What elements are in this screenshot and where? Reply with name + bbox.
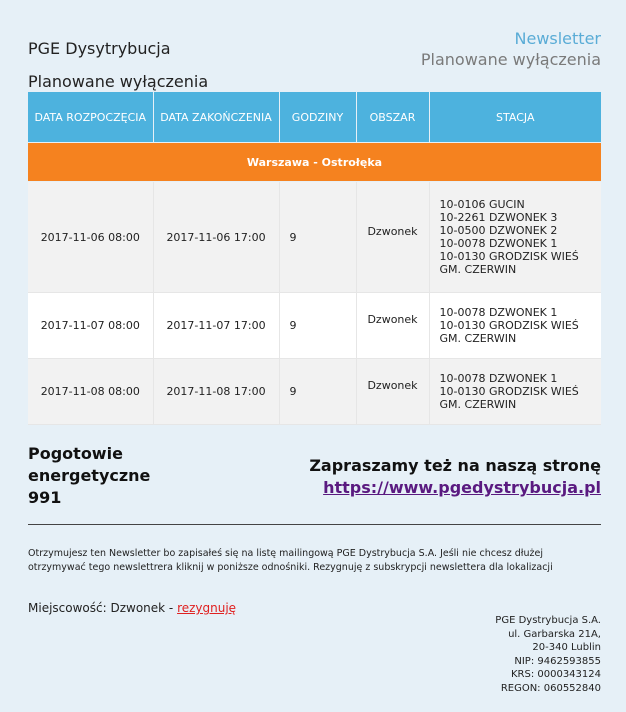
station-line: GM. CZERWIN: [439, 332, 517, 345]
subscription-notice: Otrzymujesz ten Newsletter bo zapisałeś się na listę mailingową PGE Dystrybucja S.A. Jeśli nie chcesz dłużej otrzymywać tego newslettrera kliknij w poniższe odnośniki. Rezygnuję z subskrypcji newslettera dla lokalizacji: [28, 548, 553, 573]
company-address: [495, 614, 601, 695]
table-row: [28, 359, 601, 425]
cell-area-text: Dzwonek: [367, 379, 418, 392]
cell-area-text: Dzwonek: [367, 313, 418, 326]
company-regon: REGON: 060552840: [500, 682, 601, 694]
section-label: Planowane wyłączenia: [420, 50, 601, 69]
cell-end: 2017-11-06 17:00: [153, 182, 279, 293]
station-line: 10-0130 GRODZISK WIEŚ: [439, 319, 579, 332]
newsletter-link[interactable]: Newsletter: [514, 29, 601, 48]
station-line: GM. CZERWIN: [439, 398, 517, 411]
locality-line: [28, 601, 236, 615]
col-hours: GODZINY: [279, 92, 356, 143]
col-area: OBSZAR: [356, 92, 429, 143]
cell-area: [356, 182, 429, 293]
station-line: GM. CZERWIN: [439, 263, 517, 276]
station-line: 10-2261 DZWONEK 3: [439, 211, 558, 224]
invite-text: Zapraszamy też na naszą stronę: [309, 456, 601, 475]
cell-start: 2017-11-07 08:00: [28, 293, 153, 359]
emergency-line: Pogotowie: [28, 444, 123, 463]
region-row: [28, 143, 601, 182]
company-city: 20-340 Lublin: [532, 642, 601, 653]
col-station: STACJA: [429, 92, 601, 143]
divider: [28, 524, 601, 525]
cell-area: [356, 359, 429, 425]
station-line: 10-0078 DZWONEK 1: [439, 237, 558, 250]
outages-table: [28, 92, 601, 425]
cell-hours: 9: [279, 359, 356, 425]
emergency-info: [28, 443, 208, 509]
unsubscribe-link[interactable]: rezygnuję: [177, 601, 237, 615]
emergency-number: 991: [28, 488, 62, 507]
website-link[interactable]: https://www.pgedystrybucja.pl: [323, 478, 601, 497]
station-line: 10-0500 DZWONEK 2: [439, 224, 558, 237]
cell-stations: [429, 359, 601, 425]
station-line: 10-0106 GUCIN: [439, 198, 525, 211]
col-end-date: DATA ZAKOŃCZENIA: [153, 92, 279, 143]
website-invite: [309, 455, 601, 499]
cell-stations: [429, 293, 601, 359]
station-line: 10-0130 GRODZISK WIEŚ: [439, 385, 579, 398]
cell-stations: [429, 182, 601, 293]
cell-end: 2017-11-08 17:00: [153, 359, 279, 425]
company-krs: KRS: 0000343124: [510, 669, 601, 680]
cell-start: 2017-11-08 08:00: [28, 359, 153, 425]
cell-area: [356, 293, 429, 359]
station-line: 10-0078 DZWONEK 1: [439, 306, 558, 319]
cell-end: 2017-11-07 17:00: [153, 293, 279, 359]
emergency-line: energetyczne: [28, 466, 151, 485]
brand-name: PGE Dysytrybucja: [28, 39, 171, 58]
station-line: 10-0078 DZWONEK 1: [439, 372, 558, 385]
company-name: PGE Dystrybucja S.A.: [495, 615, 601, 626]
page-title: Planowane wyłączenia: [28, 72, 209, 91]
station-line: 10-0130 GRODZISK WIEŚ: [439, 250, 579, 263]
region-label: Warszawa - Ostrołęka: [28, 143, 601, 182]
table-row: [28, 293, 601, 359]
locality-label: Miejscowość: Dzwonek -: [28, 601, 178, 615]
cell-area-text: Dzwonek: [367, 224, 418, 238]
table-header-row: [28, 92, 601, 143]
header-links: [421, 29, 601, 71]
col-start-date: DATA ROZPOCZĘCIA: [28, 92, 153, 143]
cell-start: 2017-11-06 08:00: [28, 182, 153, 293]
cell-hours: 9: [279, 293, 356, 359]
table-row: [28, 182, 601, 293]
company-nip: NIP: 9462593855: [514, 655, 601, 667]
cell-hours: 9: [279, 182, 356, 293]
company-street: ul. Garbarska 21A,: [508, 628, 601, 640]
